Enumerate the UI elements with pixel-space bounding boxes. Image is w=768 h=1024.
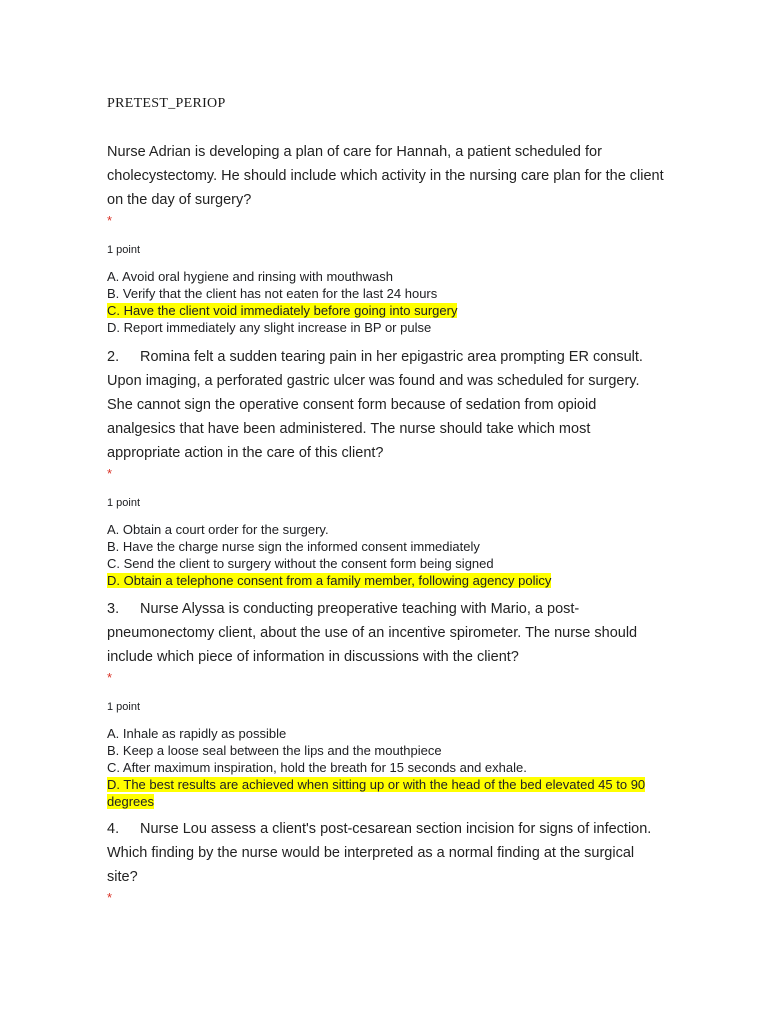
- question-text: [107, 817, 667, 889]
- answer-option[interactable]: [107, 521, 667, 538]
- answer-option[interactable]: [107, 538, 667, 555]
- document-title: PRETEST_PERIOP: [107, 96, 226, 111]
- question-number: 2.: [107, 349, 120, 365]
- answer-option[interactable]: [107, 319, 667, 336]
- answer-option-highlighted[interactable]: [107, 572, 667, 589]
- required-asterisk: *: [107, 466, 113, 481]
- option-label: D. Report immediately any slight increase in BP or pulse: [107, 320, 432, 335]
- question-text-content: Nurse Adrian is developing a plan of care for Hannah, a patient scheduled for cholecystectomy. He should include which activity in the nursing care plan for the client on the day of surgery?: [107, 144, 664, 208]
- option-label: A. Obtain a court order for the surgery.: [107, 522, 329, 537]
- question-number: 3.: [107, 601, 120, 617]
- question-text-content: Nurse Lou assess a client's post-cesarean section incision for signs of infection. Which finding by the nurse would be interpreted as a normal finding at the surgical site?: [107, 821, 652, 885]
- answer-options: [107, 521, 667, 589]
- question-text: [107, 597, 667, 669]
- required-asterisk: *: [107, 890, 113, 905]
- option-label: C. After maximum inspiration, hold the breath for 15 seconds and exhale.: [107, 760, 527, 775]
- option-label: D. Obtain a telephone consent from a family member, following agency policy: [107, 573, 552, 588]
- question-3: [107, 597, 667, 810]
- question-number: 4.: [107, 821, 120, 837]
- question-2: [107, 345, 667, 589]
- option-label: C. Send the client to surgery without the consent form being signed: [107, 556, 494, 571]
- answer-option[interactable]: [107, 285, 667, 302]
- question-text: [107, 140, 667, 212]
- answer-option-highlighted[interactable]: [107, 302, 667, 319]
- document-page: [107, 0, 707, 1024]
- question-text-content: Romina felt a sudden tearing pain in her epigastric area prompting ER consult. Upon imaging, a perforated gastric ulcer was found and was scheduled for surgery. She cannot sign the operative consent form because of sedation from opioid analgesics that have been administered. The nurse should take which most appropriate action in the care of this client?: [107, 349, 643, 461]
- option-label: A. Avoid oral hygiene and rinsing with mouthwash: [107, 269, 393, 284]
- option-label: A. Inhale as rapidly as possible: [107, 726, 287, 741]
- option-label: B. Keep a loose seal between the lips and the mouthpiece: [107, 743, 442, 758]
- question-text: [107, 345, 667, 465]
- answer-option[interactable]: [107, 759, 667, 776]
- question-text-content: Nurse Alyssa is conducting preoperative teaching with Mario, a post-pneumonectomy client, about the use of an incentive spirometer. The nurse should include which piece of information in discussions with the client?: [107, 601, 638, 665]
- option-label: C. Have the client void immediately before going into surgery: [107, 303, 458, 318]
- question-1: [107, 140, 667, 336]
- answer-option[interactable]: [107, 725, 667, 742]
- points-label: 1 point: [107, 244, 141, 256]
- question-4: [107, 817, 667, 906]
- option-label: B. Verify that the client has not eaten for the last 24 hours: [107, 286, 438, 301]
- required-asterisk: *: [107, 213, 113, 228]
- answer-options: [107, 725, 667, 810]
- points-label: 1 point: [107, 497, 141, 509]
- option-label: D. The best results are achieved when sitting up or with the head of the bed elevated 45 to 90 degrees: [107, 777, 646, 809]
- answer-option[interactable]: [107, 555, 667, 572]
- required-asterisk: *: [107, 670, 113, 685]
- answer-option-highlighted[interactable]: [107, 776, 667, 810]
- answer-options: [107, 268, 667, 336]
- points-label: 1 point: [107, 701, 141, 713]
- answer-option[interactable]: [107, 268, 667, 285]
- answer-option[interactable]: [107, 742, 667, 759]
- option-label: B. Have the charge nurse sign the informed consent immediately: [107, 539, 480, 554]
